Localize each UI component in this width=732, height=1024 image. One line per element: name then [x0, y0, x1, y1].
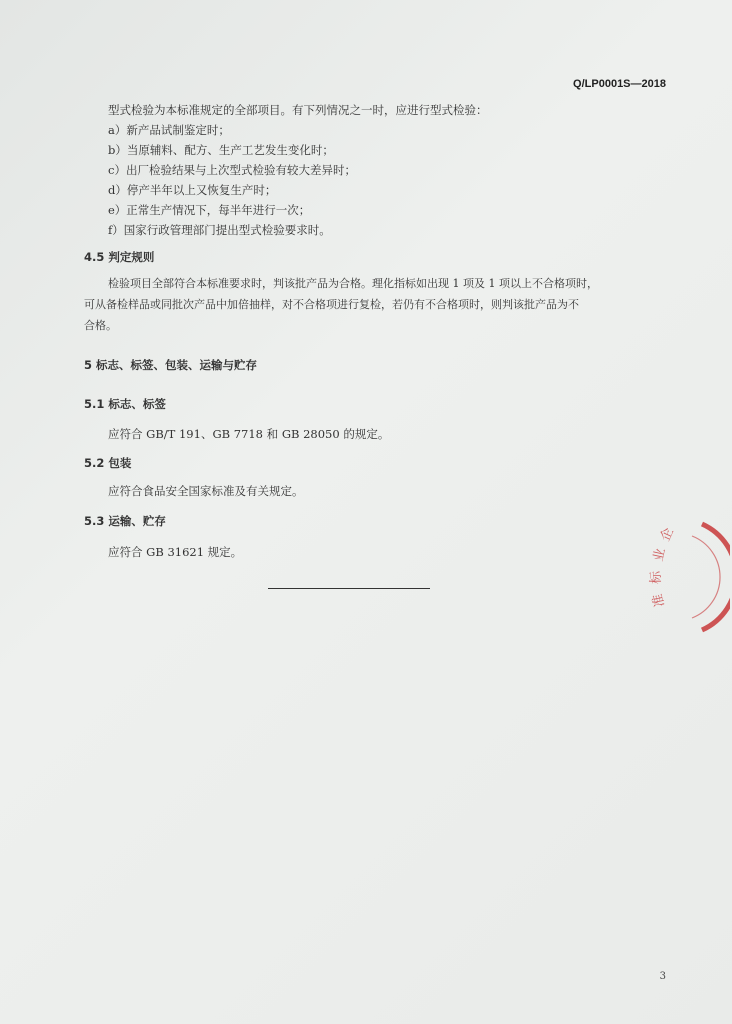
- paragraph-line: 可从备检样品或同批次产品中加倍抽样，对不合格项进行复检，若仍有不合格项时，则判该批产品为不: [84, 298, 579, 311]
- svg-text:标: 标: [649, 570, 664, 584]
- paragraph-line: 检验项目全部符合本标准要求时，判该批产品为合格。理化指标如出现 1 项及 1 项以上不合格项时，: [108, 277, 598, 290]
- intro-text: 型式检验为本标准规定的全部项目。有下列情况之一时，应进行型式检验：: [108, 103, 488, 117]
- section-text-5-2: 应符合食品安全国家标准及有关规定。: [108, 484, 304, 498]
- section-heading-4-5: 4.5 判定规则: [84, 250, 155, 264]
- list-item: c）出厂检验结果与上次型式检验有较大差异时；: [108, 163, 356, 177]
- paragraph-line: 合格。: [84, 319, 117, 332]
- section-heading-5-1: 5.1 标志、标签: [84, 397, 166, 411]
- company-seal-stamp-icon: [640, 516, 730, 638]
- section-heading-5: 5 标志、标签、包装、运输与贮存: [84, 358, 258, 372]
- svg-text:业: 业: [651, 546, 669, 563]
- svg-text:企: 企: [657, 525, 677, 544]
- list-item: d）停产半年以上又恢复生产时；: [108, 183, 277, 197]
- svg-text:准: 准: [650, 592, 668, 609]
- page-number: 3: [659, 971, 666, 982]
- end-rule: [268, 588, 430, 589]
- list-item: f）国家行政管理部门提出型式检验要求时。: [108, 223, 331, 237]
- list-item: a）新产品试制鉴定时；: [108, 123, 230, 137]
- section-text-5-3: 应符合 GB 31621 规定。: [108, 545, 243, 559]
- section-text-5-1: 应符合 GB/T 191、GB 7718 和 GB 28050 的规定。: [108, 427, 390, 441]
- section-heading-5-3: 5.3 运输、贮存: [84, 514, 166, 528]
- standard-number: Q/LP0001S—2018: [573, 78, 666, 90]
- list-item: b）当原辅料、配方、生产工艺发生变化时；: [108, 143, 334, 157]
- list-item: e）正常生产情况下，每半年进行一次；: [108, 203, 311, 217]
- section-heading-5-2: 5.2 包装: [84, 456, 132, 470]
